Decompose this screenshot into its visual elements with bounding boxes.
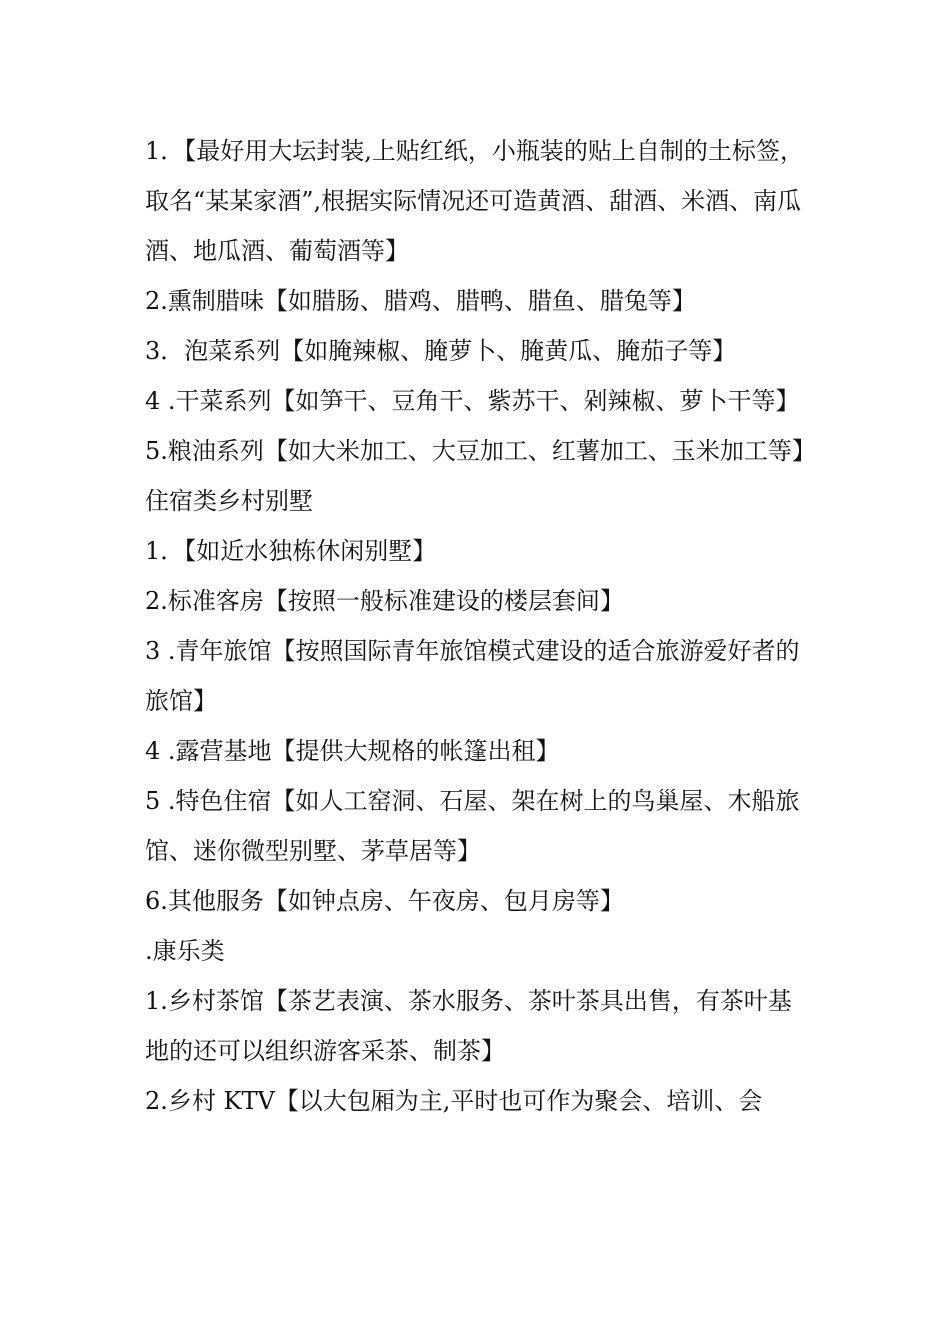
section-heading-lodging: 住宿类乡村别墅 xyxy=(145,487,313,515)
paragraph-grain-oil: 5.粮油系列【如大米加工、大豆加工、红薯加工、玉米加工等】 xyxy=(145,437,816,465)
paragraph-wine-packaging: 1．【最好用大坛封装,上贴红纸，小瓶装的贴上自制的土标签，取名“某某家酒”,根据实际情况还可造黄酒、甜酒、米酒、南瓜酒、地瓜酒、葡萄酒等】 xyxy=(145,137,804,265)
paragraph-special-lodging: 5 .特色住宿【如人工窑洞、石屋、架在树上的鸟巢屋、木船旅馆、迷你微型别墅、茅草居等】 xyxy=(145,787,800,865)
paragraph-waterside-villa: 1．【如近水独栋休闲别墅】 xyxy=(145,537,437,565)
paragraph-ktv: 2.乡村 KTV【以大包厢为主,平时也可作为聚会、培训、会 xyxy=(145,1087,763,1115)
paragraph-youth-hostel: 3 .青年旅馆【按照国际青年旅馆模式建设的适合旅游爱好者的旅馆】 xyxy=(145,637,800,715)
paragraph-pickled-vegetables: 3．泡菜系列【如腌辣椒、腌萝卜、腌黄瓜、腌茄子等】 xyxy=(145,337,737,365)
paragraph-other-services: 6.其他服务【如钟点房、午夜房、包月房等】 xyxy=(145,887,624,915)
paragraph-smoked-cured-meat: 2.熏制腊味【如腊肠、腊鸡、腊鸭、腊鱼、腊兔等】 xyxy=(145,287,696,315)
paragraph-camping-base: 4 .露营基地【提供大规格的帐篷出租】 xyxy=(145,737,560,765)
paragraph-dried-vegetables: 4 .干菜系列【如笋干、豆角干、紫苏干、剁辣椒、萝卜干等】 xyxy=(145,387,800,415)
document-body xyxy=(145,126,816,1126)
paragraph-tea-house: 1.乡村茶馆【茶艺表演、茶水服务、茶叶茶具出售，有茶叶基地的还可以组织游客采茶、制茶】 xyxy=(145,987,792,1065)
section-heading-recreation: .康乐类 xyxy=(145,937,225,965)
paragraph-standard-rooms: 2.标准客房【按照一般标准建设的楼层套间】 xyxy=(145,587,624,615)
